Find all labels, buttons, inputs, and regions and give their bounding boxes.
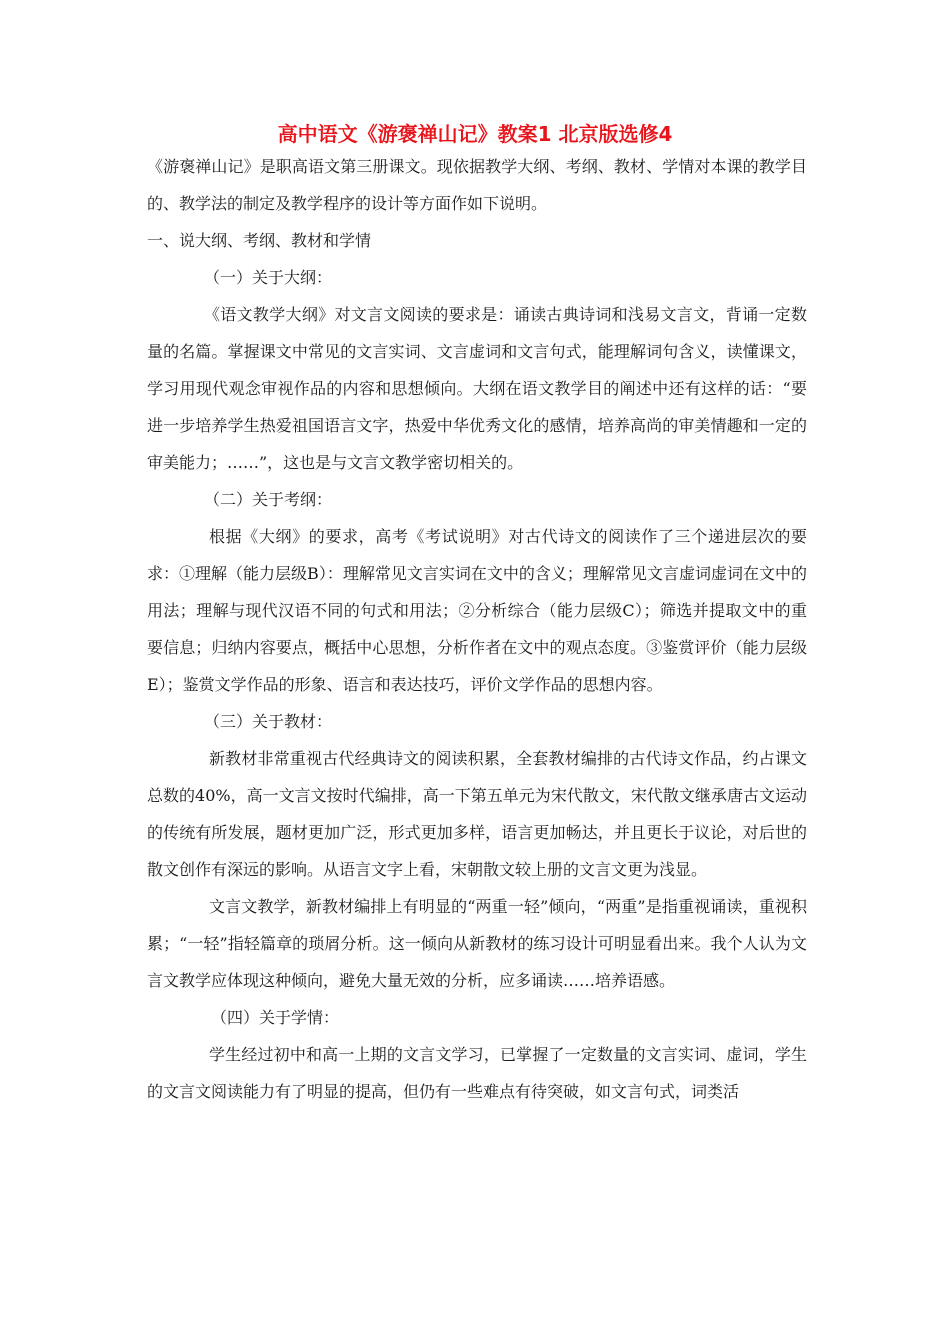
exam-paragraph: 根据《大纲》的要求，高考《考试说明》对古代诗文的阅读作了三个递进层次的要求：①理解（能力层级B）：理解常见文言实词在文中的含义；理解常见文言虚词虚词在文中的用法；理解与现代汉语不同的句式和用法；②分析综合（能力层级C）；筛选并提取文中的重要信息；归纳内容要点，概括中心思想，分析作者在文中的观点态度。③鉴赏评价（能力层级E）；鉴赏文学作品的形象、语言和表达技巧，评价文学作品的思想内容。 <box>147 527 807 694</box>
textbook-paragraph-2: 文言文教学，新教材编排上有明显的“两重一轻”倾向，“两重”是指重视诵读，重视积累；“一轻”指轻篇章的琐屑分析。这一倾向从新教材的练习设计可明显看出来。我个人认为文言文教学应体现这种倾向，避免大量无效的分析，应多诵读……培养语感。 <box>147 897 807 990</box>
students-paragraph: 学生经过初中和高一上期的文言文学习，已掌握了一定数量的文言实词、虚词，学生的文言文阅读能力有了明显的提高，但仍有一些难点有待突破，如文言句式，词类活 <box>147 1045 807 1101</box>
document-title: 高中语文《游褒禅山记》教案1 北京版选修4 <box>277 122 673 146</box>
subsection-title-students: （四）关于学情： <box>211 1008 340 1027</box>
textbook-paragraph-1: 新教材非常重视古代经典诗文的阅读积累，全套教材编排的古代诗文作品，约占课文总数的40%，高一文言文按时代编排，高一下第五单元为宋代散文，宋代散文继承唐古文运动的传统有所发展，题材更加广泛，形式更加多样，语言更加畅达，并且更长于议论，对后世的散文创作有深远的影响。从语言文字上看，宋朝散文较上册的文言文更为浅显。 <box>147 749 807 879</box>
subsection-title-syllabus: （一）关于大纲： <box>204 268 333 287</box>
intro-paragraph: 《游褒禅山记》是职高语文第三册课文。现依据教学大纲、考纲、教材、学情对本课的教学目的、教学法的制定及教学程序的设计等方面作如下说明。 <box>147 157 807 213</box>
subsection-title-textbook: （三）关于教材： <box>204 712 333 731</box>
section-heading: 一、说大纲、考纲、教材和学情 <box>147 231 372 250</box>
syllabus-paragraph: 《语文教学大纲》对文言文阅读的要求是：诵读古典诗词和浅易文言文，背诵一定数量的名篇。掌握课文中常见的文言实词、文言虚词和文言句式，能理解词句含义，读懂课文，学习用现代观念审视作品的内容和思想倾向。大纲在语文教学目的阐述中还有这样的话：“要进一步培养学生热爱祖国语言文字，热爱中华优秀文化的感情，培养高尚的审美情趣和一定的审美能力；……”，这也是与文言文教学密切相关的。 <box>147 305 807 472</box>
subsection-title-exam: （二）关于考纲： <box>204 490 333 509</box>
document-body <box>147 148 807 1110</box>
